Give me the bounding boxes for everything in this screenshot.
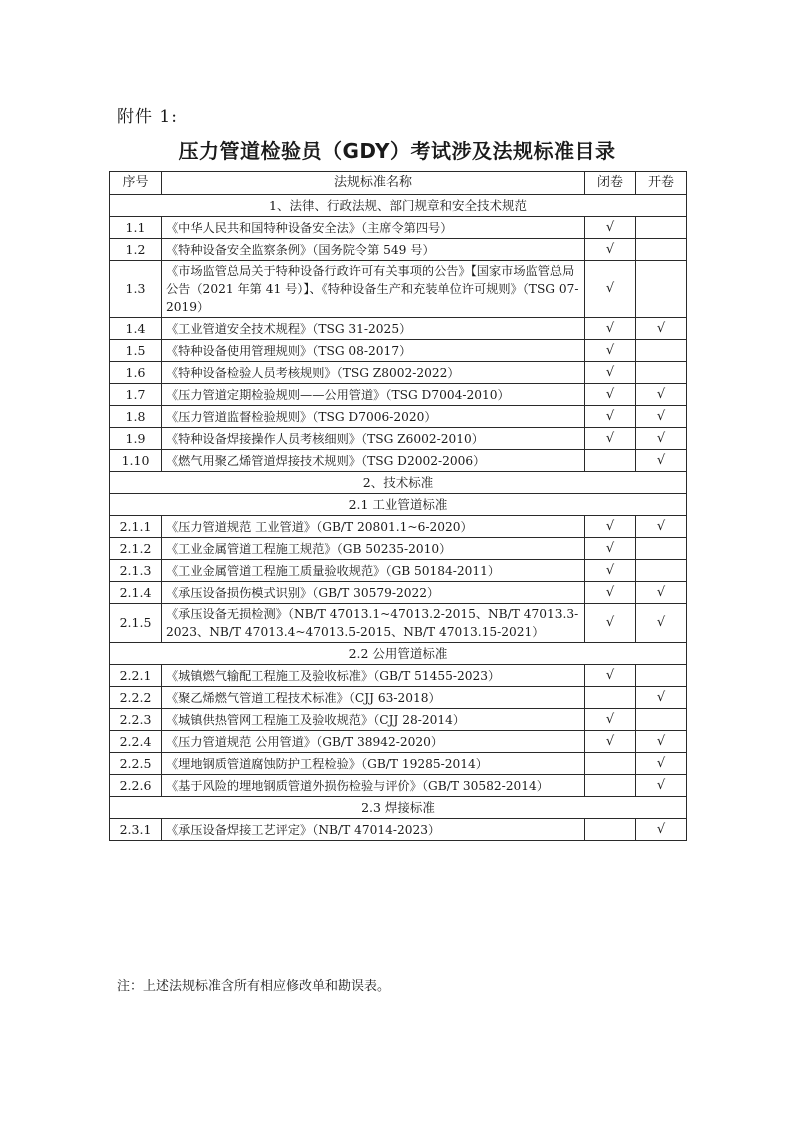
table-row	[110, 560, 687, 582]
regulation-name: 《压力管道定期检验规则——公用管道》（TSG D7004-2010）	[162, 384, 585, 406]
regulation-name: 《特种设备使用管理规则》（TSG 08-2017）	[162, 340, 585, 362]
regulation-name: 《中华人民共和国特种设备安全法》（主席令第四号）	[162, 217, 585, 239]
closed-book-mark: √	[585, 217, 636, 239]
regulation-name: 《承压设备无损检测》（NB/T 47013.1~47013.2-2015、NB/T 47013.3-2023、NB/T 47013.4~47013.5-2015、NB/T 47013.15-2021）	[162, 604, 585, 643]
regulation-name: 《燃气用聚乙烯管道焊接技术规则》（TSG D2002-2006）	[162, 450, 585, 472]
closed-book-mark: √	[585, 665, 636, 687]
closed-book-mark: √	[585, 538, 636, 560]
section-heading: 2、技术标准	[110, 472, 687, 494]
table-row	[110, 582, 687, 604]
open-book-mark	[636, 239, 687, 261]
closed-book-mark: √	[585, 731, 636, 753]
row-number: 1.8	[110, 406, 162, 428]
section-row	[110, 472, 687, 494]
open-book-mark: √	[636, 406, 687, 428]
table-row	[110, 665, 687, 687]
table-row	[110, 340, 687, 362]
regulation-name: 《市场监管总局关于特种设备行政许可有关事项的公告》【国家市场监管总局公告（2021 年第 41 号）】、《特种设备生产和充装单位许可规则》（TSG 07-2019）	[162, 261, 585, 318]
open-book-mark: √	[636, 819, 687, 841]
row-number: 2.1.1	[110, 516, 162, 538]
open-book-mark: √	[636, 384, 687, 406]
regulation-name: 《特种设备检验人员考核规则》（TSG Z8002-2022）	[162, 362, 585, 384]
open-book-mark	[636, 261, 687, 318]
annex-label: 附件 1:	[117, 107, 178, 127]
section-heading: 2.3 焊接标准	[110, 797, 687, 819]
table-row	[110, 428, 687, 450]
open-book-mark	[636, 340, 687, 362]
row-number: 1.6	[110, 362, 162, 384]
closed-book-mark: √	[585, 604, 636, 643]
table-row	[110, 753, 687, 775]
regulation-name: 《基于风险的埋地钢质管道外损伤检验与评价》（GB/T 30582-2014）	[162, 775, 585, 797]
regulation-name: 《压力管道规范 公用管道》（GB/T 38942-2020）	[162, 731, 585, 753]
open-book-mark: √	[636, 731, 687, 753]
closed-book-mark: √	[585, 582, 636, 604]
table-row	[110, 450, 687, 472]
regulation-name: 《城镇供热管网工程施工及验收规范》（CJJ 28-2014）	[162, 709, 585, 731]
table-row	[110, 775, 687, 797]
closed-book-mark: √	[585, 239, 636, 261]
row-number: 2.1.4	[110, 582, 162, 604]
table-row	[110, 604, 687, 643]
open-book-mark	[636, 560, 687, 582]
closed-book-mark: √	[585, 516, 636, 538]
row-number: 2.2.3	[110, 709, 162, 731]
closed-book-mark: √	[585, 560, 636, 582]
open-book-mark	[636, 217, 687, 239]
regulation-name: 《承压设备焊接工艺评定》（NB/T 47014-2023）	[162, 819, 585, 841]
table-row	[110, 538, 687, 560]
closed-book-mark: √	[585, 406, 636, 428]
section-row	[110, 195, 687, 217]
regulation-name: 《工业金属管道工程施工规范》（GB 50235-2010）	[162, 538, 585, 560]
section-row	[110, 494, 687, 516]
header-closed-book: 闭卷	[585, 172, 636, 195]
row-number: 2.2.2	[110, 687, 162, 709]
open-book-mark: √	[636, 775, 687, 797]
header-no: 序号	[110, 172, 162, 195]
closed-book-mark	[585, 450, 636, 472]
row-number: 1.2	[110, 239, 162, 261]
row-number: 2.1.5	[110, 604, 162, 643]
header-open-book: 开卷	[636, 172, 687, 195]
row-number: 2.3.1	[110, 819, 162, 841]
table-row	[110, 406, 687, 428]
regulation-name: 《工业金属管道工程施工质量验收规范》（GB 50184-2011）	[162, 560, 585, 582]
row-number: 2.2.5	[110, 753, 162, 775]
table-row	[110, 318, 687, 340]
row-number: 1.3	[110, 261, 162, 318]
closed-book-mark: √	[585, 428, 636, 450]
table-row	[110, 239, 687, 261]
open-book-mark: √	[636, 428, 687, 450]
row-number: 2.2.1	[110, 665, 162, 687]
closed-book-mark: √	[585, 384, 636, 406]
regulation-name: 《特种设备焊接操作人员考核细则》（TSG Z6002-2010）	[162, 428, 585, 450]
row-number: 2.2.6	[110, 775, 162, 797]
closed-book-mark	[585, 819, 636, 841]
footnote: 注：上述法规标准含所有相应修改单和勘误表。	[117, 979, 391, 994]
table-row	[110, 362, 687, 384]
table-row	[110, 687, 687, 709]
closed-book-mark	[585, 775, 636, 797]
table-body	[110, 195, 687, 841]
open-book-mark	[636, 362, 687, 384]
open-book-mark	[636, 538, 687, 560]
closed-book-mark: √	[585, 340, 636, 362]
table-header-row	[110, 172, 687, 195]
section-heading: 1、法律、行政法规、部门规章和安全技术规范	[110, 195, 687, 217]
closed-book-mark	[585, 687, 636, 709]
section-heading: 2.1 工业管道标准	[110, 494, 687, 516]
row-number: 1.10	[110, 450, 162, 472]
regulations-table	[109, 171, 687, 841]
table-row	[110, 709, 687, 731]
row-number: 1.7	[110, 384, 162, 406]
open-book-mark: √	[636, 450, 687, 472]
open-book-mark: √	[636, 516, 687, 538]
table-row	[110, 261, 687, 318]
regulation-name: 《城镇燃气输配工程施工及验收标准》（GB/T 51455-2023）	[162, 665, 585, 687]
table-row	[110, 819, 687, 841]
table-row	[110, 516, 687, 538]
closed-book-mark: √	[585, 709, 636, 731]
open-book-mark: √	[636, 582, 687, 604]
section-heading: 2.2 公用管道标准	[110, 643, 687, 665]
closed-book-mark: √	[585, 318, 636, 340]
row-number: 2.1.2	[110, 538, 162, 560]
open-book-mark	[636, 665, 687, 687]
open-book-mark: √	[636, 753, 687, 775]
regulation-name: 《压力管道监督检验规则》（TSG D7006-2020）	[162, 406, 585, 428]
regulation-name: 《埋地钢质管道腐蚀防护工程检验》（GB/T 19285-2014）	[162, 753, 585, 775]
open-book-mark: √	[636, 318, 687, 340]
row-number: 1.4	[110, 318, 162, 340]
closed-book-mark	[585, 753, 636, 775]
table-row	[110, 217, 687, 239]
table-row	[110, 384, 687, 406]
row-number: 2.2.4	[110, 731, 162, 753]
row-number: 1.9	[110, 428, 162, 450]
regulation-name: 《承压设备损伤模式识别》（GB/T 30579-2022）	[162, 582, 585, 604]
closed-book-mark: √	[585, 362, 636, 384]
row-number: 2.1.3	[110, 560, 162, 582]
page-title: 压力管道检验员（GDY）考试涉及法规标准目录	[178, 139, 616, 163]
section-row	[110, 643, 687, 665]
regulation-name: 《压力管道规范 工业管道》（GB/T 20801.1~6-2020）	[162, 516, 585, 538]
open-book-mark: √	[636, 687, 687, 709]
closed-book-mark: √	[585, 261, 636, 318]
row-number: 1.1	[110, 217, 162, 239]
row-number: 1.5	[110, 340, 162, 362]
regulation-name: 《聚乙烯燃气管道工程技术标准》（CJJ 63-2018）	[162, 687, 585, 709]
regulation-name: 《特种设备安全监察条例》（国务院令第 549 号）	[162, 239, 585, 261]
open-book-mark: √	[636, 604, 687, 643]
open-book-mark	[636, 709, 687, 731]
header-name: 法规标准名称	[162, 172, 585, 195]
section-row	[110, 797, 687, 819]
regulation-name: 《工业管道安全技术规程》（TSG 31-2025）	[162, 318, 585, 340]
table-row	[110, 731, 687, 753]
